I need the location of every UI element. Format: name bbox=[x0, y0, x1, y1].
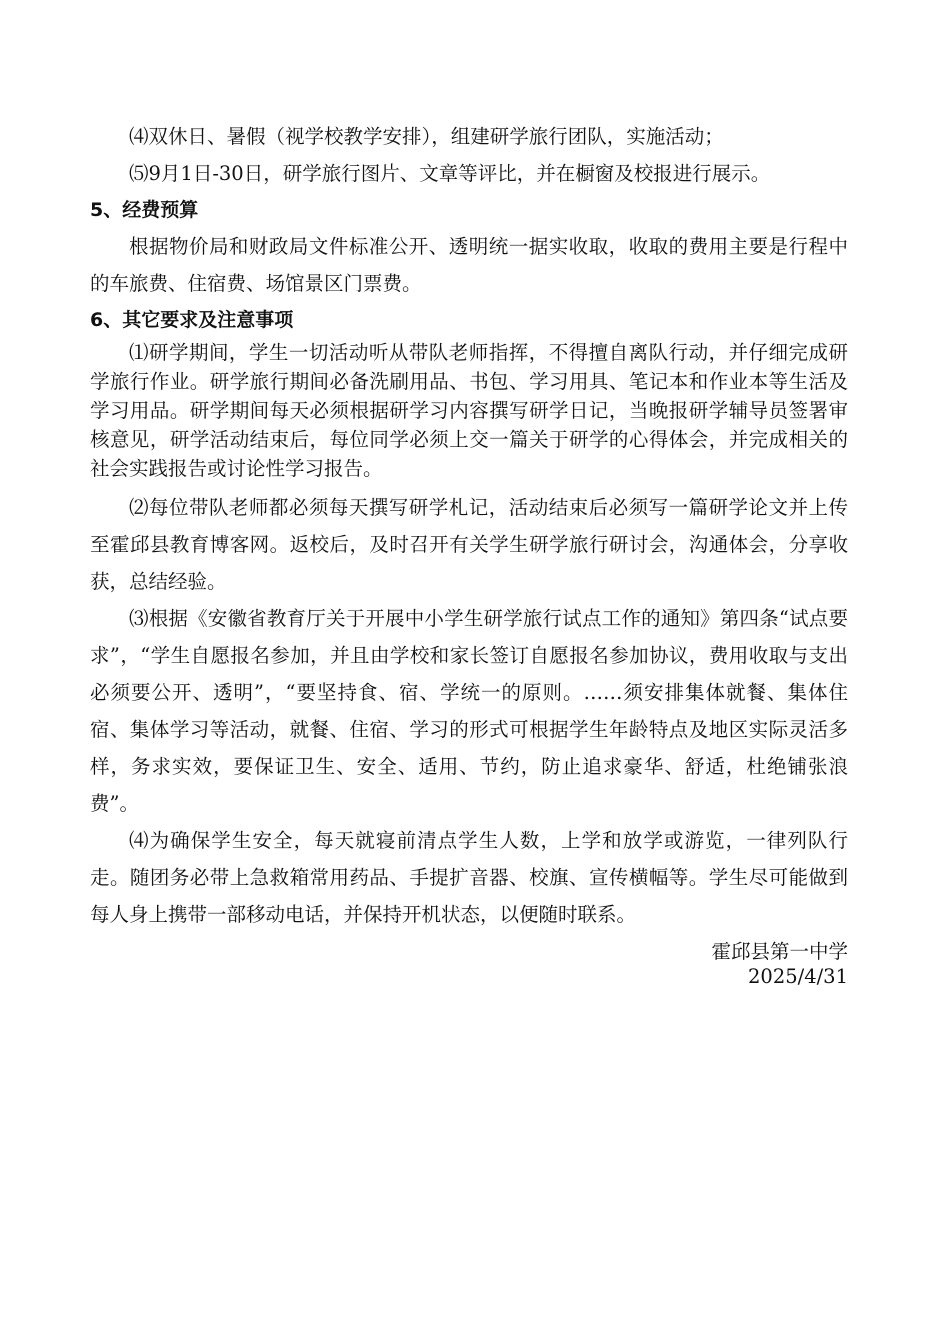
schedule-item-5: ⑸9月1日-30日，研学旅行图片、文章等评比，并在橱窗及校报进行展示。 bbox=[129, 162, 771, 185]
section-5-heading: 5、经费预算 bbox=[90, 199, 199, 221]
schedule-item-4: ⑷双休日、暑假（视学校教学安排），组建研学旅行团队，实施活动； bbox=[129, 125, 724, 148]
requirement-item-4: ⑷为确保学生安全，每天就寝前清点学生人数，上学和放学或游览，一律列队行走。随团务必带上急救箱常用药品、手提扩音器、校旗、宣传横幅等。学生尽可能做到每人身上携带一部移动电话，并保持开机状态，以便随时联系。 bbox=[90, 829, 848, 926]
requirement-item-3: ⑶根据《安徽省教育厅关于开展中小学生研学旅行试点工作的通知》第四条“试点要求”，“学生自愿报名参加，并且由学校和家长签订自愿报名参加协议，费用收取与支出必须要公开、透明”，“要坚持食、宿、学统一的原则。……须安排集体就餐、集体住宿、集体学习等活动，就餐、住宿、学习的形式可根据学生年龄特点及地区实际灵活多样，务求实效，要保证卫生、安全、适用、节约，防止追求豪华、舒适，杜绝铺张浪费”。 bbox=[90, 607, 848, 815]
requirement-item-1: ⑴研学期间，学生一切活动听从带队老师指挥，不得擅自离队行动，并仔细完成研学旅行作业。研学旅行期间必备洗刷用品、书包、学习用具、笔记本和作业本等生活及学习用品。研学期间每天必须根据研学习内容撰写研学日记，当晚报研学辅导员签署审核意见，研学活动结束后，每位同学必须上交一篇关于研学的心得体会，并完成相关的社会实践报告或讨论性学习报告。 bbox=[90, 341, 848, 480]
budget-paragraph: 根据物价局和财政局文件标准公开、透明统一据实收取，收取的费用主要是行程中的车旅费、住宿费、场馆景区门票费。 bbox=[90, 235, 848, 295]
signature-org: 霍邱县第一中学 bbox=[711, 940, 848, 963]
document-page bbox=[90, 118, 848, 989]
section-6-heading: 6、其它要求及注意事项 bbox=[90, 309, 294, 331]
requirement-item-2: ⑵每位带队老师都必须每天撰写研学札记，活动结束后必须写一篇研学论文并上传至霍邱县教育博客网。返校后，及时召开有关学生研学旅行研讨会，沟通体会，分享收获，总结经验。 bbox=[90, 496, 848, 593]
signature-date: 2025/4/31 bbox=[748, 965, 848, 988]
